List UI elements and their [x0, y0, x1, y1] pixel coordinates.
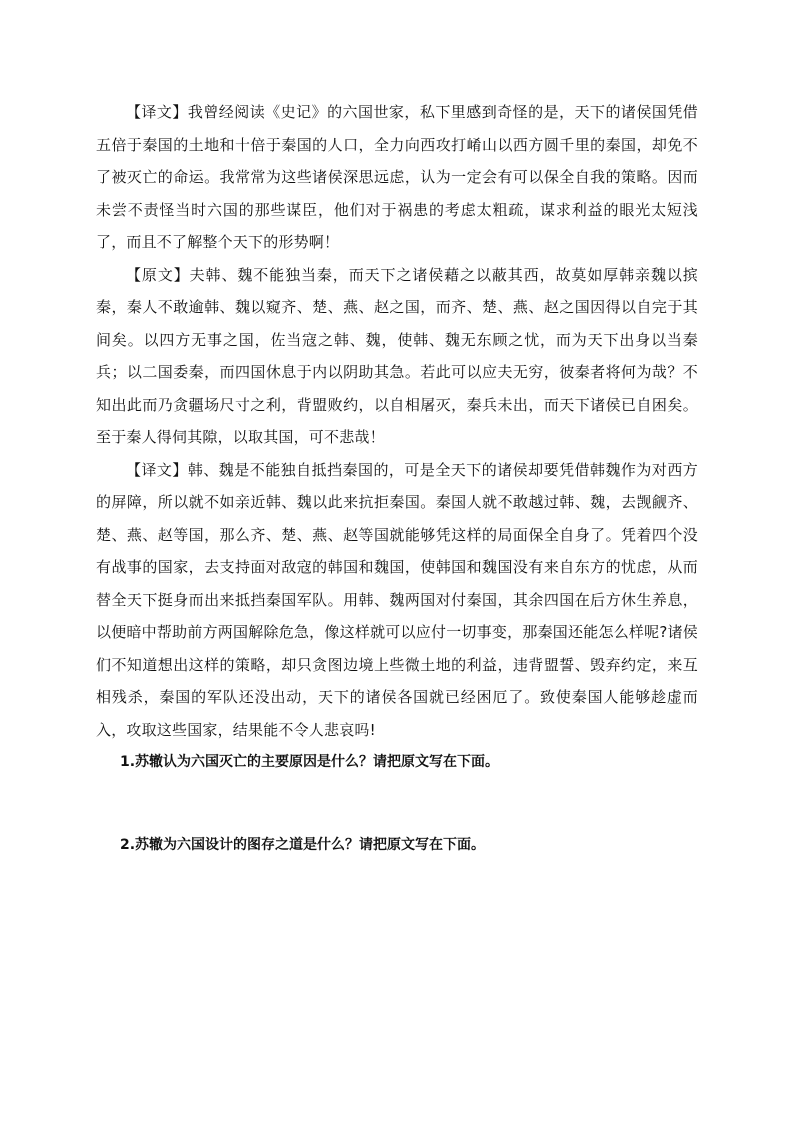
- translation-paragraph-2: 【译文】韩、魏是不能独自抵挡秦国的，可是全天下的诸侯却要凭借韩魏作为对西方的屏障，所以就不如亲近韩、魏以此来抗拒秦国。秦国人就不敢越过韩、魏，去觊觎齐、楚、燕、赵等国，那么齐、楚、燕、赵等国就能够凭这样的局面保全自身了。凭着四个没有战事的国家，去支持面对敌寇的韩国和魏国，使韩国和魏国没有来自东方的忧虑，从而替全天下挺身而出来抵挡秦国军队。用韩、魏两国对付秦国，其余四国在后方休生养息，以便暗中帮助前方两国解除危急，像这样就可以应付一切事变，那秦国还能怎么样呢?诸侯们不知道想出这样的策略，却只贪图边境上些微土地的利益，违背盟誓、毁弃约定，来互相残杀，秦国的军队还没出动，天下的诸侯各国就已经困厄了。致使秦国人能够趁虚而入，攻取这些国家，结果能不令人悲哀吗!: [96, 460, 698, 739]
- question-2: 2.苏辙为六国设计的图存之道是什么？请把原文写在下面。: [120, 837, 486, 853]
- original-text-paragraph: 【原文】夫韩、魏不能独当秦，而天下之诸侯藉之以蔽其西，故莫如厚韩亲魏以摈秦，秦人不敢逾韩、魏以窥齐、楚、燕、赵之国，而齐、楚、燕、赵之国因得以自完于其间矣。以四方无事之国，佐当寇之韩、魏，使韩、魏无东顾之忧，而为天下出身以当秦兵；以二国委秦，而四国休息于内以阴助其急。若此可以应夫无穷，彼秦者将何为哉？不知出此而乃贪疆场尺寸之利，背盟败约，以自相屠灭，秦兵未出，而天下诸侯已自困矣。至于秦人得伺其隙，以取其国，可不悲哉！: [96, 265, 698, 446]
- question-1: 1.苏辙认为六国灭亡的主要原因是什么？请把原文写在下面。: [120, 754, 500, 770]
- translation-paragraph-1: 【译文】我曾经阅读《史记》的六国世家，私下里感到奇怪的是，天下的诸侯国凭借五倍于秦国的土地和十倍于秦国的人口，全力向西攻打崤山以西方圆千里的秦国，却免不了被灭亡的命运。我常常为这些诸侯深思远虑，认为一定会有可以保全自我的策略。因而未尝不责怪当时六国的那些谋臣，他们对于祸患的考虑太粗疏，谋求利益的眼光太短浅了，而且不了解整个天下的形势啊！: [96, 103, 698, 251]
